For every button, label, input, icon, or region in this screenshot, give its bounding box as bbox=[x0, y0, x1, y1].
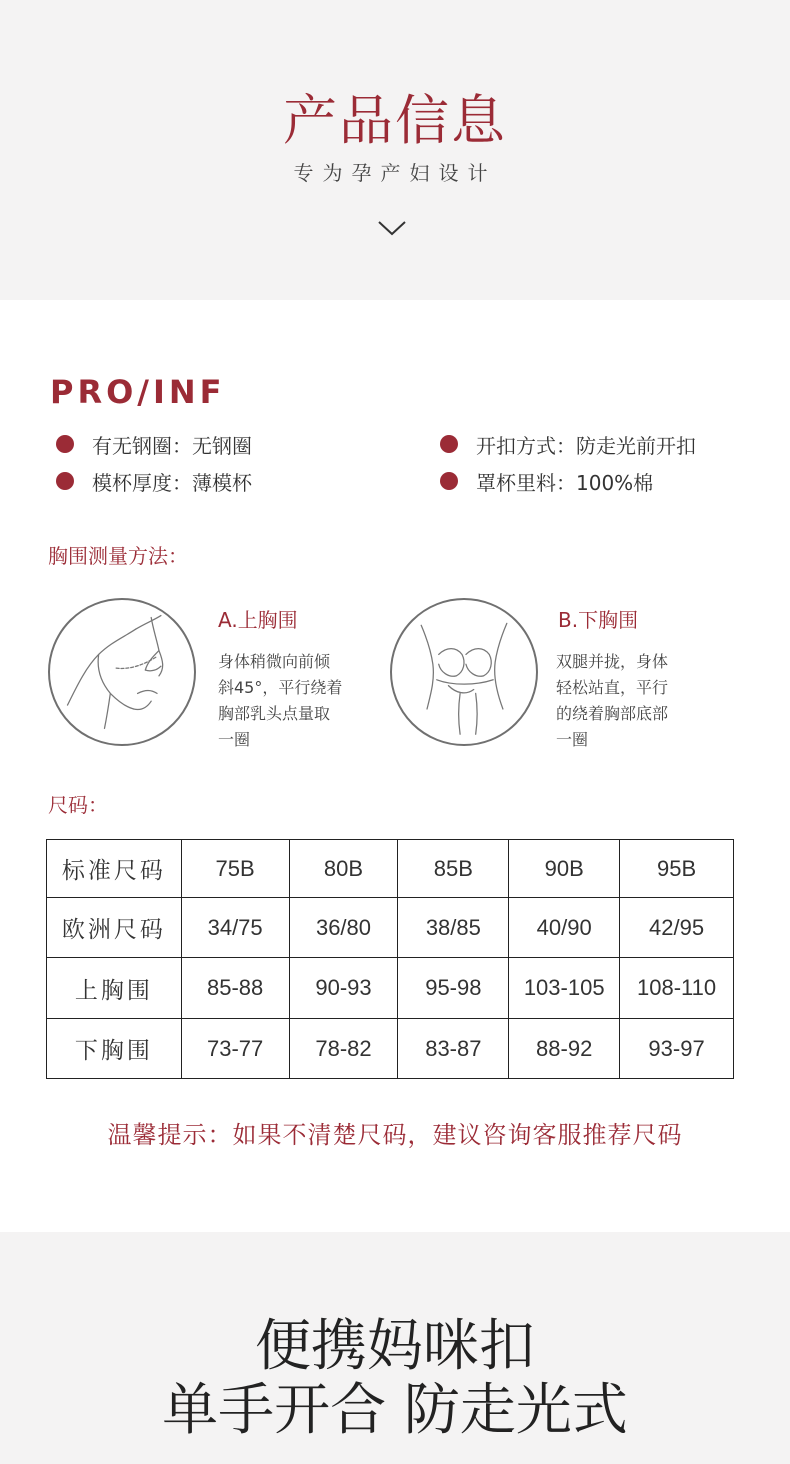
table-row bbox=[47, 1019, 734, 1079]
table-cell: 85-88 bbox=[181, 958, 289, 1019]
bullet-dot-icon bbox=[56, 435, 74, 453]
table-cell: 80B bbox=[289, 840, 398, 898]
table-row bbox=[47, 958, 734, 1019]
chevron-down-icon bbox=[377, 218, 407, 238]
table-cell: 90-93 bbox=[289, 958, 398, 1019]
spec-item-wire bbox=[56, 429, 252, 459]
table-cell: 95B bbox=[620, 840, 734, 898]
under-bust-description: 双腿并拢，身体 轻松站直，平行 的绕着胸部底部 一圈 bbox=[556, 652, 669, 749]
size-table bbox=[46, 839, 734, 1079]
spec-label: 模杯厚度：薄模杯 bbox=[92, 470, 252, 495]
size-tip: 温馨提示：如果不清楚尺码，建议咨询客服推荐尺码 bbox=[107, 1121, 683, 1149]
table-cell: 95-98 bbox=[398, 958, 509, 1019]
page-title: 产品信息 bbox=[283, 89, 507, 152]
table-row bbox=[47, 840, 734, 898]
page-subtitle: 专为孕产妇设计 bbox=[293, 161, 497, 185]
upper-bust-description: 身体稍微向前倾 斜45°，平行绕着 胸部乳头点量取 一圈 bbox=[218, 652, 343, 749]
spec-item-lining bbox=[440, 466, 653, 496]
table-cell: 75B bbox=[181, 840, 289, 898]
table-cell: 108-110 bbox=[620, 958, 734, 1019]
table-cell: 36/80 bbox=[289, 898, 398, 958]
section-heading: PRO/INF bbox=[50, 373, 226, 411]
spec-label: 开扣方式：防走光前开扣 bbox=[476, 433, 696, 458]
table-row bbox=[47, 898, 734, 958]
table-cell: 42/95 bbox=[620, 898, 734, 958]
table-cell: 34/75 bbox=[181, 898, 289, 958]
upper-bust-illustration bbox=[48, 598, 196, 746]
row-header: 上胸围 bbox=[47, 958, 182, 1019]
table-cell: 90B bbox=[509, 840, 620, 898]
table-cell: 83-87 bbox=[398, 1019, 509, 1079]
table-cell: 38/85 bbox=[398, 898, 509, 958]
table-cell: 103-105 bbox=[509, 958, 620, 1019]
feature-title-line2: 单手开合 防走光式 bbox=[162, 1378, 628, 1443]
table-cell: 88-92 bbox=[509, 1019, 620, 1079]
table-cell: 40/90 bbox=[509, 898, 620, 958]
upper-bust-title: A.上胸围 bbox=[218, 608, 298, 632]
measure-method-label: 胸围测量方法： bbox=[48, 544, 188, 568]
table-cell: 85B bbox=[398, 840, 509, 898]
bullet-dot-icon bbox=[56, 472, 74, 490]
under-bust-illustration bbox=[390, 598, 538, 746]
table-cell: 73-77 bbox=[181, 1019, 289, 1079]
under-bust-title: B.下胸围 bbox=[558, 608, 639, 632]
table-cell: 78-82 bbox=[289, 1019, 398, 1079]
spec-label: 有无钢圈：无钢圈 bbox=[92, 433, 252, 458]
row-header: 标准尺码 bbox=[47, 840, 182, 898]
bullet-dot-icon bbox=[440, 435, 458, 453]
feature-title-line1: 便携妈咪扣 bbox=[255, 1314, 535, 1379]
row-header: 欧洲尺码 bbox=[47, 898, 182, 958]
row-header: 下胸围 bbox=[47, 1019, 182, 1079]
bullet-dot-icon bbox=[440, 472, 458, 490]
table-cell: 93-97 bbox=[620, 1019, 734, 1079]
spec-item-cup-thickness bbox=[56, 466, 252, 496]
spec-label: 罩杯里料：100%棉 bbox=[476, 470, 654, 495]
spec-item-closure bbox=[440, 429, 696, 459]
size-label: 尺码： bbox=[48, 793, 108, 817]
